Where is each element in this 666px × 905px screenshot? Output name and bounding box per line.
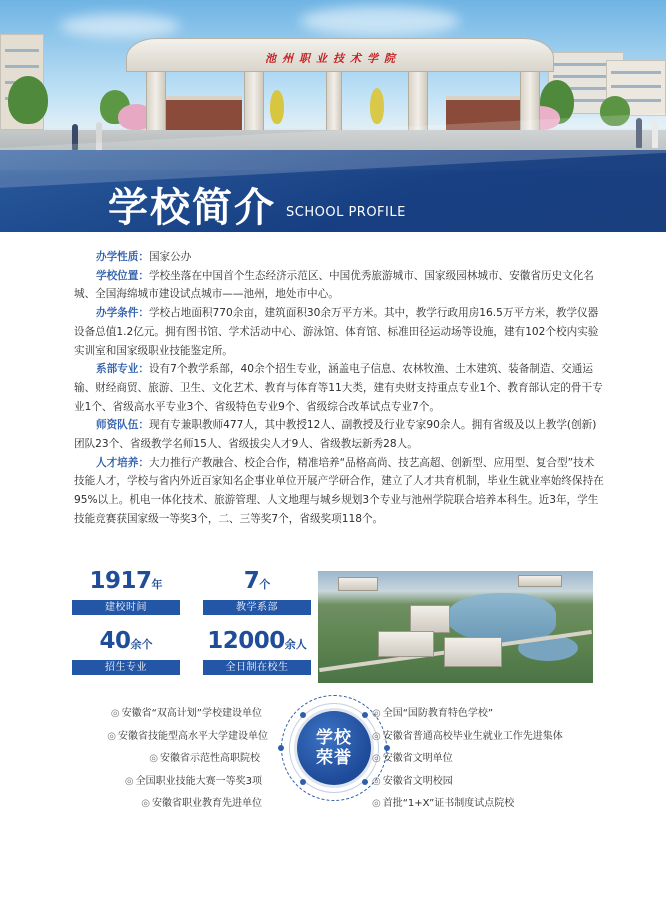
intro-text: 大力推行产教融合、校企合作，精准培养“品格高尚、技艺高超、创新型、应用型、复合型”技术技能人才，学校与省内外近百家知名企事业单位开展产学研合作，建立了人才共育机制，毕业生就业率始终保持在95%以上。机电一体化技术、旅游管理、人文地理与城乡规划3个专业与池州学院联合培养本科生。近3年，学生技能竞赛获国家级一等奖3个，二、三等奖7个，省级奖项118个。 — [74, 456, 604, 525]
intro-text: 设有7个教学系部，40余个招生专业，涵盖电子信息、农林牧渔、土木建筑、装备制造、交通运输、财经商贸、旅游、卫生、文化艺术、教育与体育等11大类，建有央财支持重点专业1个、教育部认定的骨干专业1个、省级高水平专业3个、省级特色专业9个、省级综合改革试点专业7个。 — [74, 363, 603, 413]
stat-caption: 教学系部 — [203, 600, 311, 615]
honor-item — [125, 775, 262, 789]
intro-text: 学校占地面积770余亩，建筑面积30余万平方米。其中，教学行政用房16.5万平方米，教学仪器设备总值1.2亿元。拥有图书馆、学术活动中心、游泳馆、体育馆、标准田径运动场等设施，建有102个校内实验实训室和国家级职业技能鉴定所。 — [74, 307, 599, 357]
stat-majors — [72, 628, 180, 675]
honor-text: 安徽省示范性高职院校 — [160, 753, 260, 764]
stat-caption: 全日制在校生 — [203, 660, 311, 675]
intro-paragraph — [74, 416, 604, 453]
honor-text: 首批“1+X”证书制度试点院校 — [382, 798, 515, 809]
honor-marker-icon: ◎ — [372, 708, 381, 719]
honor-text: 全国职业技能大赛一等奖3项 — [135, 776, 262, 787]
intro-separator: ： — [138, 419, 149, 432]
campus-aerial-photo — [318, 571, 593, 683]
page-title-english: SCHOOL PROFILE — [286, 205, 406, 220]
tree — [370, 88, 384, 124]
tree — [8, 76, 48, 124]
intro-paragraph — [74, 304, 604, 360]
honor-item — [149, 752, 260, 766]
stat-number: 12000 — [207, 628, 285, 654]
intro-separator: ： — [138, 251, 149, 263]
intro-text: 现有专兼职教师477人，其中教授12人、副教授及行业专家90余人。拥有省级及以上教学(创新)团队23个、省级教学名师15人、省级拔尖人才9人、省级教坛新秀28人。 — [74, 419, 597, 451]
tree — [270, 90, 284, 124]
honor-marker-icon: ◎ — [124, 776, 134, 787]
ring-dot — [362, 712, 368, 718]
stat-unit: 余人 — [284, 638, 307, 651]
honor-item — [372, 797, 514, 811]
honor-marker-icon: ◎ — [372, 731, 381, 742]
stat-students — [203, 628, 311, 675]
intro-label: 师资队伍 — [96, 419, 139, 432]
honor-marker-icon: ◎ — [110, 708, 120, 719]
campus-building — [518, 575, 562, 587]
intro-text: 学校坐落在中国首个生态经济示范区、中国优秀旅游城市、国家级园林城市、安徽省历史文化名城、全国海绵城市建设试点城市——池州，地处市中心。 — [74, 269, 594, 301]
honor-badge — [297, 711, 371, 785]
intro-label: 学校位置 — [96, 269, 139, 282]
intro-paragraph — [74, 360, 604, 416]
honor-marker-icon: ◎ — [372, 776, 381, 787]
honor-item — [372, 730, 563, 744]
stat-unit: 年 — [151, 578, 163, 591]
intro-paragraph — [74, 267, 604, 304]
stat-unit: 个 — [259, 578, 271, 591]
honor-item — [372, 707, 493, 721]
intro-paragraph — [74, 248, 604, 267]
campus-building — [338, 577, 378, 591]
honor-marker-icon: ◎ — [141, 798, 150, 809]
intro-separator: ： — [138, 307, 149, 320]
honor-text: 安徽省文明校园 — [382, 776, 453, 787]
honor-text: 安徽省文明单位 — [382, 753, 453, 764]
intro-paragraph — [74, 454, 604, 529]
ring-dot — [362, 779, 368, 785]
gate-sign: 池州职业技术学院 — [265, 52, 401, 65]
intro-label: 系部专业 — [96, 363, 139, 376]
honor-text: 安徽省普通高校毕业生就业工作先进集体 — [382, 731, 563, 742]
ring-dot — [384, 745, 390, 751]
page-title: 学校简介 — [108, 185, 276, 231]
honor-badge-line: 学校 — [316, 728, 352, 748]
intro-label: 人才培养 — [96, 456, 139, 469]
stat-unit: 余个 — [130, 638, 153, 651]
honor-item — [372, 752, 453, 766]
stat-number: 7 — [243, 568, 260, 594]
honor-marker-icon: ◎ — [372, 753, 381, 764]
honor-text: 全国“国防教育特色学校” — [382, 708, 494, 719]
stat-founding-year — [72, 568, 180, 615]
honor-marker-icon: ◎ — [107, 731, 116, 742]
intro-text: 国家公办 — [148, 251, 192, 263]
campus-building — [410, 605, 450, 633]
stat-caption: 招生专业 — [72, 660, 180, 675]
gate-pillar — [146, 70, 166, 136]
honor-text: 安徽省“双高计划”学校建设单位 — [121, 708, 262, 719]
intro-label: 办学性质 — [96, 251, 139, 263]
stat-departments — [203, 568, 311, 615]
honor-marker-icon: ◎ — [372, 798, 381, 809]
stat-number: 1917 — [89, 568, 152, 594]
intro-separator: ： — [138, 269, 149, 282]
campus-building — [444, 637, 502, 667]
campus-building — [378, 631, 434, 657]
honor-item — [107, 730, 268, 744]
honor-item — [372, 775, 453, 789]
intro-label: 办学条件 — [96, 307, 139, 320]
gate-pillar — [326, 70, 342, 136]
school-introduction — [74, 248, 604, 529]
ring-dot — [300, 779, 306, 785]
honor-item — [111, 707, 262, 721]
honor-badge-line: 荣誉 — [316, 748, 352, 768]
stat-caption: 建校时间 — [72, 600, 180, 615]
intro-separator: ： — [138, 363, 149, 376]
ring-dot — [278, 745, 284, 751]
honor-item — [141, 797, 262, 811]
ring-dot — [300, 712, 306, 718]
honor-text: 安徽省职业教育先进单位 — [152, 798, 262, 809]
stat-number: 40 — [99, 628, 131, 654]
hero-banner — [0, 0, 666, 232]
honor-marker-icon: ◎ — [149, 753, 158, 764]
gate-pillar — [244, 70, 264, 136]
intro-separator: ： — [138, 456, 149, 469]
honor-text: 安徽省技能型高水平大学建设单位 — [118, 731, 268, 742]
